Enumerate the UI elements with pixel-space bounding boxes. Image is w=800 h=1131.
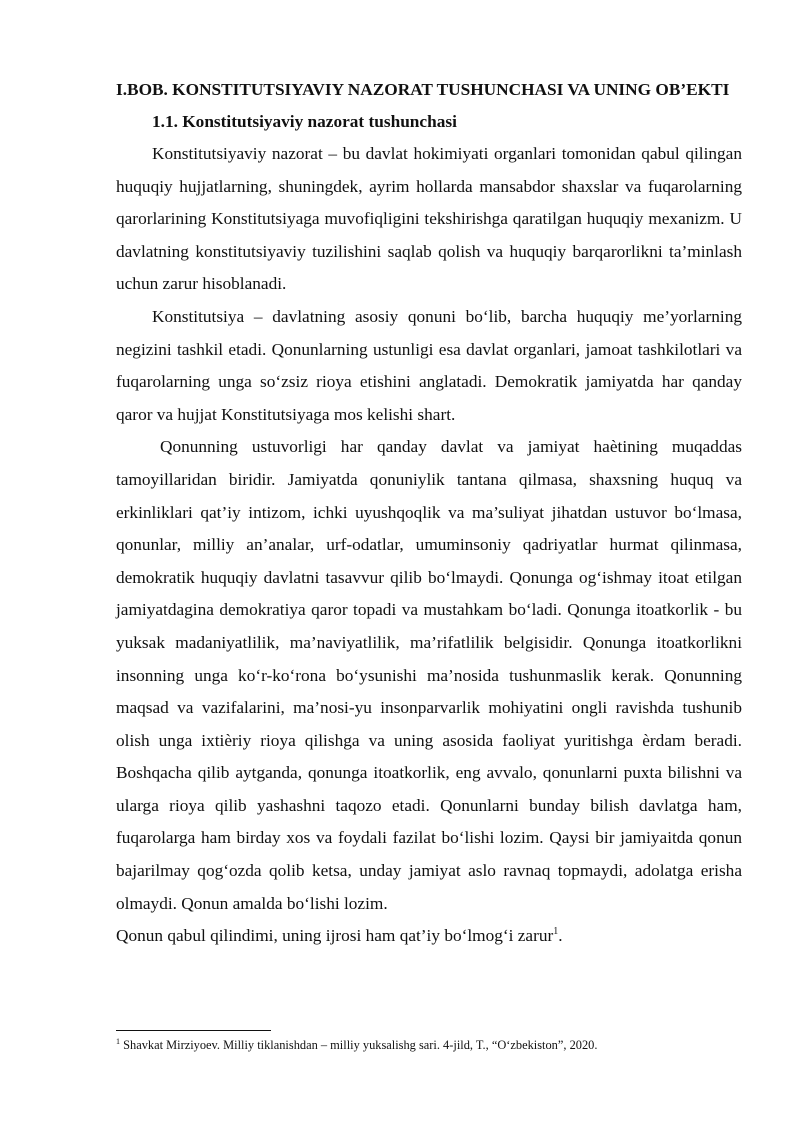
footnote-divider: [116, 1030, 271, 1031]
footnote-marker: 1: [116, 1036, 120, 1046]
section-title: 1.1. Konstitutsiyaviy nazorat tushunchasi: [152, 112, 457, 131]
paragraph-1: Konstitutsiyaviy nazorat – bu davlat hokimiyati organlari tomonidan qabul qilingan huquqiy hujjatlarning, shuningdek, ayrim hollarda mansabdor shaxslar va fuqarolarning qarorlarining Konstitutsiyaga muvofiqligini tekshirishga qaratilgan huquqiy mexanizm. U davlatning konstitutsiyaviy tuzilishini saqlab qolish va huquqiy barqarorlikni ta’minlash uchun zarur hisoblanadi.: [116, 144, 742, 294]
closing-line-text: Qonun qabul qilindimi, uning ijrosi ham qat’iy bo‘lmog‘i zarur: [116, 926, 554, 946]
footnote-reference[interactable]: 1: [553, 926, 559, 938]
paragraph-2: Konstitutsiya – davlatning asosiy qonuni bo‘lib, barcha huquqiy me’yorlarning negizini tashkil etadi. Qonunlarning ustunligi esa davlat organlari, jamoat tashkilotlari va fuqarolarning unga so‘zsiz rioya etishini anglatadi. Demokratik jamiyatda har qanday qaror va hujjat Konstitutsiyaga mos kelishi shart.: [116, 306, 742, 424]
footnote-text: Shavkat Mirziyoev. Milliy tiklanishdan – milliy yuksalishg sari. 4-jild, T., “O‘zbekiston”, 2020.: [123, 1038, 598, 1052]
document-page: [116, 74, 742, 953]
paragraph-3: Qonunning ustuvorligi har qanday davlat va jamiyat haètining muqaddas tamoyillaridan biridir. Jamiyatda qonuniylik tantana qilmasa, shaxsning huquq va erkinliklari qat’iy intizom, ichki uyushqoqlik va ma’suliyat jihatdan ustuvor bo‘lmasa, qonunlar, milliy an’analar, urf-odatlar, umuminsoniy qadriyatlar hurmat qilinmasa, demokratik huquqiy davlatni tasavvur qilib bo‘lmaydi. Qonunga og‘ishmay itoat etilgan jamiyatdagina demokratiya qaror topadi va mustahkam bo‘ladi. Qonunga itoatkorlik - bu yuksak madaniyatlilik, ma’naviyatlilik, ma’rifatlilik belgisidir. Qonunga itoatkorlikni insonning unga ko‘r-ko‘rona bo‘ysunishi ma’nosida tushunmaslik kerak. Qonunning maqsad va vazifalarini, ma’nosi-yu insonparvarlik mohiyatini ongli ravishda tushunib olish unga ixtièriy rioya qilishga va uning asosida faoliyat yuritishga èrdam beradi. Boshqacha qilib aytganda, qonunga itoatkorlik, eng avvalo, qonunlarni puxta bilishni va ularga rioya qilib yashashni taqozo etadi. Qonunlarni bunday bilish davlatga ham, fuqarolarga ham birday xos va foydali fazilat bo‘lishi lozim. Qaysi bir jamiyaitda qonun bajarilmay qog‘ozda qolib ketsa, unday jamiyat aslo ravnaq topmaydi, adolatga erisha olmaydi. Qonun amalda bo‘lishi lozim.: [116, 437, 742, 913]
chapter-title: I.BOB. KONSTITUTSIYAVIY NAZORAT TUSHUNCHASI VA UNING OB’EKTI: [116, 80, 730, 99]
closing-period: .: [558, 926, 563, 946]
footnote: [116, 1037, 742, 1053]
closing-line: [116, 920, 742, 953]
